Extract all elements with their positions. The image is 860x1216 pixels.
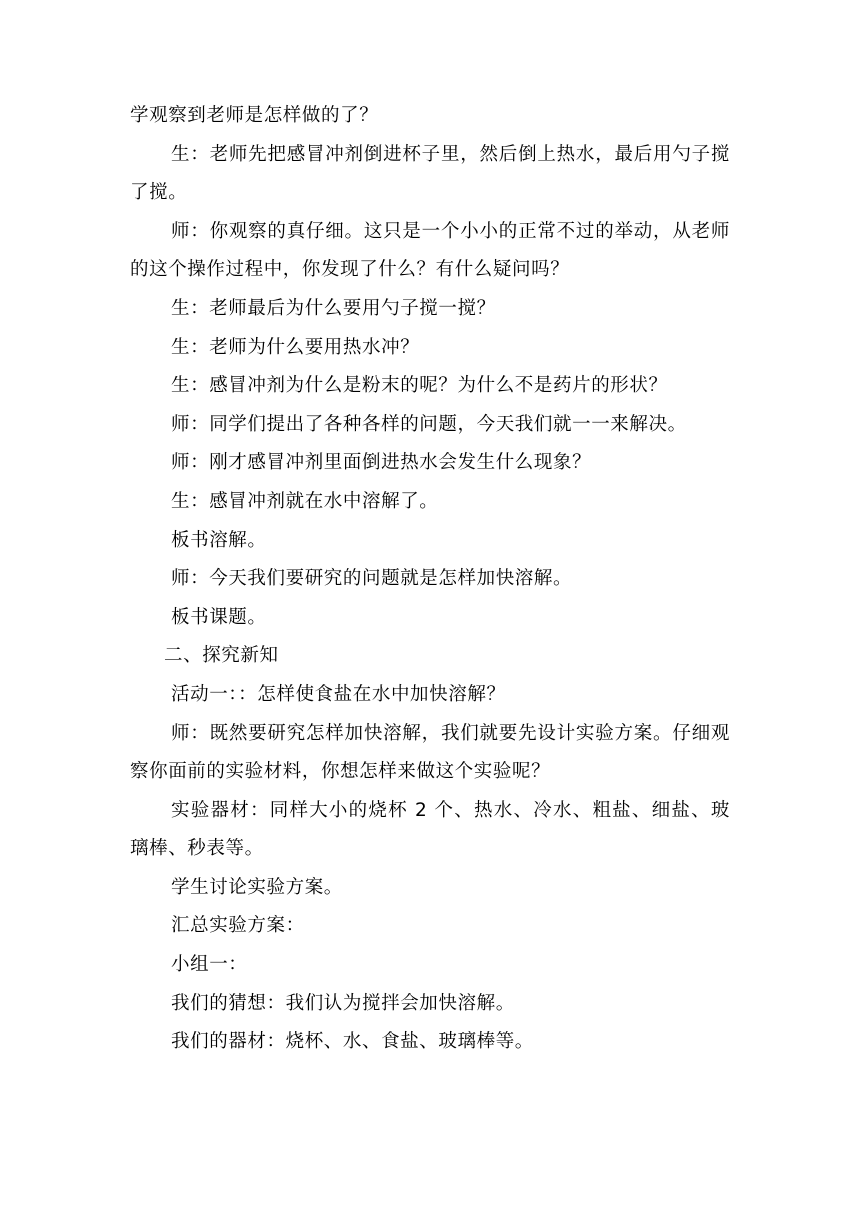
- paragraph: 师：你观察的真仔细。这只是一个小小的正常不过的举动，从老师的这个操作过程中，你发现了什么？有什么疑问吗？: [130, 220, 730, 281]
- paragraph: 板书溶解。: [171, 529, 267, 551]
- paragraph: 学观察到老师是怎样做的了？: [130, 105, 379, 126]
- paragraph: 生：感冒冲剂为什么是粉末的呢？为什么不是药片的形状？: [171, 375, 668, 397]
- paragraph: 生：感冒冲剂就在水中溶解了。: [171, 490, 439, 512]
- paragraph: 师：刚才感冒冲剂里面倒进热水会发生什么现象？: [171, 452, 592, 474]
- paragraph: 活动一：：怎样使食盐在水中加快溶解？: [171, 683, 506, 705]
- paragraph: 实验器材：同样大小的烧杯 2 个、热水、冷水、粗盐、细盐、玻璃棒、秒表等。: [130, 799, 730, 860]
- paragraph: 小组一：: [171, 954, 248, 976]
- paragraph: 学生讨论实验方案。: [171, 876, 343, 898]
- paragraph: 生：老师最后为什么要用勺子搅一搅？: [171, 297, 496, 319]
- paragraph: 生：老师先把感冒冲剂倒进杯子里，然后倒上热水，最后用勺子搅了搅。: [130, 143, 730, 204]
- paragraph: 生：老师为什么要用热水冲？: [171, 336, 420, 358]
- paragraph: 师：同学们提出了各种各样的问题，今天我们就一一来解决。: [171, 413, 687, 435]
- paragraph: 我们的猜想：我们认为搅拌会加快溶解。: [171, 992, 515, 1014]
- document-body: [130, 97, 730, 1062]
- paragraph: 师：今天我们要研究的问题就是怎样加快溶解。: [171, 568, 573, 590]
- paragraph: 板书课题。: [171, 606, 267, 628]
- paragraph: 我们的器材：烧杯、水、食盐、玻璃棒等。: [171, 1031, 534, 1053]
- paragraph: 汇总实验方案：: [171, 915, 305, 937]
- section-heading: 二、探究新知: [164, 645, 279, 667]
- paragraph: 师：既然要研究怎样加快溶解，我们就要先设计实验方案。仔细观察你面前的实验材料，你想怎样来做这个实验呢？: [130, 722, 730, 783]
